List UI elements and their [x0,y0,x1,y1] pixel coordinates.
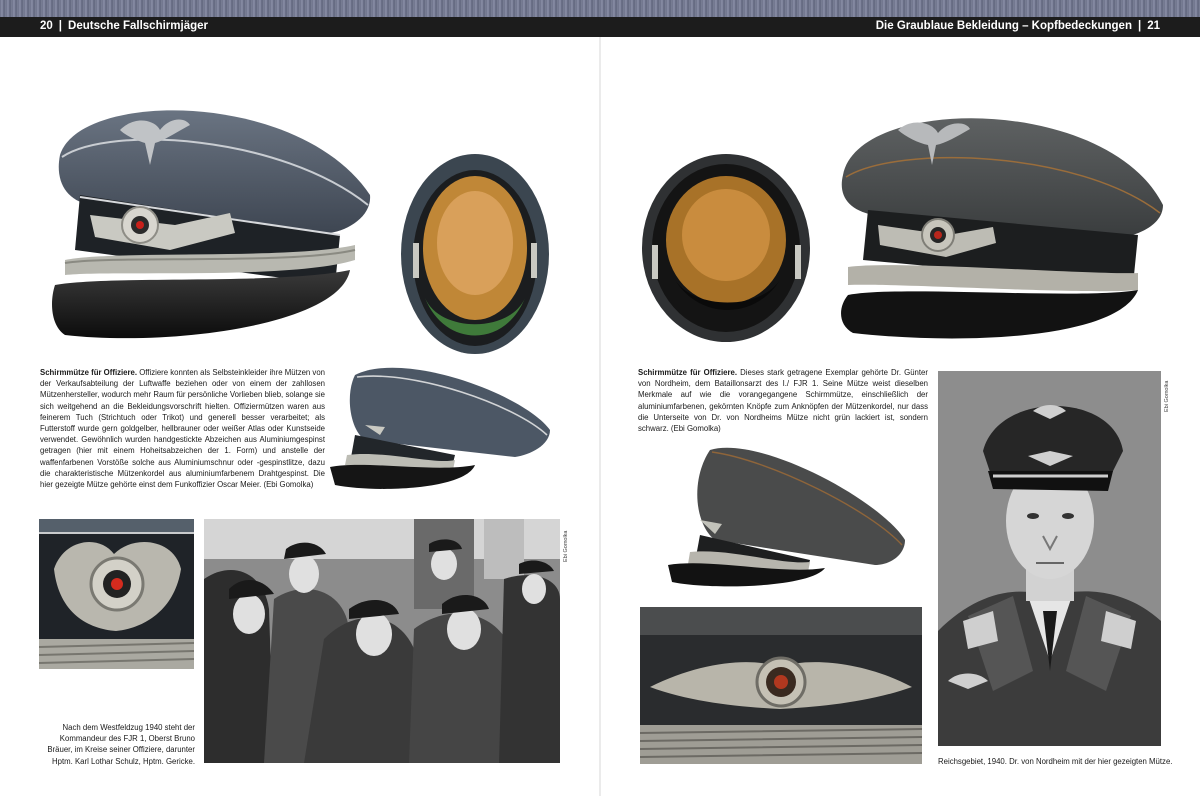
worn-badge-illustration [640,607,922,764]
worn-cap-side-illustration [838,95,1168,345]
right-running-head [876,20,1160,32]
header-separator-left: | [58,20,63,32]
left-caption-body: Offiziere konnten als Selbsteinkleider ihre Mützen von der Verkaufsabteilung der Luftwaffe beziehen oder von einem der zahllosen Mützenhersteller, wodurch mehr Raum für persönliche Vorlieben blieb, solange sie sich weitgehend an die Bekleidungsvorschrift hielten. Offiziermützen waren aus feinerem Tuch (Strichtuch oder Trikot) und generell besser verarbeitet; als Futterstoff wurde gern goldgelber, hellbrauner oder weißer Atlas oder Kunstseide verwendet. Gewöhnlich wurden handgestickte Abzeichen aus Aluminiumgespinst getragen (hier mit einem Hoheitsabzeichen der 1. Form) und anstelle der waffenfarbenen Vorstöße solche aus Aluminiumschnur oder -gespinstlitze, dazu die charakteristische Mützenkordel aus aluminiumfarbenem Drahtgespinst. Die hier gezeigte Mütze gehörte einst dem Funkoffizier Oscar Meier. (Ebi Gomolka) [40,368,326,490]
cap-badge-closeup-photo [39,519,194,669]
cap-underside-illustration [395,148,555,360]
right-page-number: 21 [1147,20,1160,32]
left-caption-heading: Schirmmütze für Offiziere. [40,368,138,377]
running-header [0,17,1200,37]
page-gutter [599,37,601,796]
group-photo-caption: Nach dem Westfeldzug 1940 steht der Kommandeur des FJR 1, Oberst Bruno Bräuer, im Kreise seiner Offiziere, darunter Hptm. Karl Lothar Schulz, Hptm. Gericke. [47,723,195,766]
worn-cap-side-photo [838,95,1168,345]
portrait-illustration [938,371,1161,746]
right-caption-heading: Schirmmütze für Offiziere. [638,368,737,377]
top-texture-band [0,0,1200,17]
group-photo-illustration [204,519,560,763]
right-photo-credit: Ebi Gomolka [1164,380,1170,412]
portrait-von-nordheim-photo [938,371,1161,746]
worn-underside-illustration [640,150,813,346]
right-caption-body: Dieses stark getragene Exemplar gehörte Dr. Günter von Nordheim, dem Bataillonsarzt des I./ FJR 1. Seine Mütze weist dieselben Merkmale auf wie die vorangegangene Schirmmütze, einschließlich der aluminiumfarbenen, gekörnten Knöpfe zum Anknöpfen der Mützenkordel, nur dass die Unterseite von Dr. von Nordheims Mütze nicht grün lackiert ist, sondern schwarz. (Ebi Gomolka) [638,368,928,434]
header-separator-right: | [1137,20,1142,32]
portrait-caption: Reichsgebiet, 1940. Dr. von Nordheim mit der hier gezeigten Mütze. [938,757,1173,766]
officer-cap-side-illustration [50,85,380,345]
left-running-head [40,20,208,32]
officer-cap-underside-photo [395,148,555,360]
cap-angle-illustration [325,355,555,490]
worn-badge-closeup-photo [640,607,922,764]
left-chapter-title: Deutsche Fallschirmjäger [68,20,208,32]
badge-closeup-illustration [39,519,194,669]
worn-cap-underside-photo [640,150,813,346]
right-chapter-title: Die Graublaue Bekleidung – Kopfbedeckungen [875,20,1132,32]
left-photo-credit: Ebi Gomolka [563,530,569,562]
officer-cap-side-photo [50,85,380,345]
officer-cap-angle-photo [325,355,555,490]
officers-group-photo [204,519,560,763]
worn-cap-angle-illustration [660,440,910,588]
left-cap-caption [40,367,325,490]
left-page-number: 20 [40,20,53,32]
worn-cap-angle-photo [660,440,910,588]
right-cap-caption [638,367,928,434]
